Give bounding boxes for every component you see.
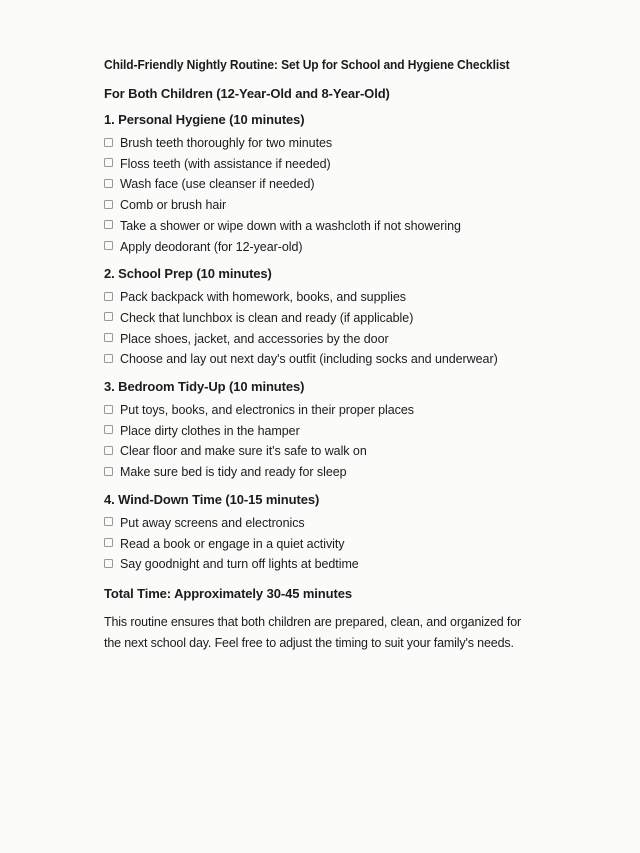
checklist-item-label: Put away screens and electronics [120,515,305,530]
checkbox-icon[interactable] [104,312,113,321]
checkbox-icon[interactable] [104,405,113,414]
checklist-item [104,216,536,237]
checklist-item [104,287,536,308]
checklist-item [104,349,536,370]
checkbox-icon[interactable] [104,425,113,434]
checkbox-icon[interactable] [104,517,113,526]
checklist-item-label: Wash face (use cleanser if needed) [120,177,315,192]
checklist-item-label: Choose and lay out next day's outfit (including socks and underwear) [120,352,498,367]
checklist-item-label: Place dirty clothes in the hamper [120,423,300,438]
checklist-item [104,133,536,154]
checklist-item [104,154,536,175]
checklist-item-label: Say goodnight and turn off lights at bedtime [120,557,359,572]
checkbox-icon[interactable] [104,179,113,188]
checklist-item-label: Apply deodorant (for 12-year-old) [120,239,303,254]
checklist-section [104,491,536,575]
checklist-item [104,195,536,216]
total-time-text: Total Time: Approximately 30-45 minutes [104,585,352,601]
checklist-item-label: Put toys, books, and electronics in their proper places [120,403,414,418]
checkbox-icon[interactable] [104,446,113,455]
checklist-item-label: Brush teeth thoroughly for two minutes [120,136,333,150]
checklist-item [104,174,536,195]
checklist-section [104,265,536,370]
checklist-item [104,329,536,350]
checkbox-icon[interactable] [104,354,113,363]
checklist-item [104,400,536,421]
section-heading: 2. School Prep (10 minutes) [104,266,272,282]
checkbox-icon[interactable] [104,158,113,167]
closing-paragraph: This routine ensures that both children are prepared, clean, and organized for the next school day. Feel free to adjust the timing to suit your family's needs. [104,614,522,650]
checkbox-icon[interactable] [104,220,113,229]
checkbox-icon[interactable] [104,292,113,301]
checkbox-icon[interactable] [104,467,113,476]
checklist-item [104,462,536,483]
document-subtitle: For Both Children (12-Year-Old and 8-Year-Old) [104,86,390,101]
checklist-item-label: Comb or brush hair [120,198,227,213]
checklist-item-label: Clear floor and make sure it's safe to walk on [120,444,367,459]
checklist-item-label: Take a shower or wipe down with a washcloth if not showering [120,218,461,233]
checkbox-icon[interactable] [104,200,113,209]
checkbox-icon[interactable] [104,241,113,250]
checklist-item-label: Make sure bed is tidy and ready for sleep [120,465,347,480]
checklist-item [104,421,536,442]
checklist-item-label: Check that lunchbox is clean and ready (if applicable) [120,310,414,325]
checklist-section [104,378,536,483]
checkbox-icon[interactable] [104,559,113,568]
checklist-item-label: Place shoes, jacket, and accessories by the door [120,331,389,346]
checklist-section [104,111,536,257]
checklist-item [104,308,536,329]
checklist-item [104,534,536,555]
checklist-item [104,441,536,462]
sections-container [104,111,536,575]
section-heading: 3. Bedroom Tidy-Up (10 minutes) [104,379,305,395]
checkbox-icon[interactable] [104,333,113,342]
checklist-item-label: Pack backpack with homework, books, and supplies [120,290,406,305]
checklist-item [104,513,536,534]
checklist-item-label: Read a book or engage in a quiet activity [120,536,345,551]
document-title: Child-Friendly Nightly Routine: Set Up for School and Hygiene Checklist [104,57,510,72]
section-heading: 4. Wind-Down Time (10-15 minutes) [104,491,320,507]
checklist-item [104,554,536,575]
section-heading: 1. Personal Hygiene (10 minutes) [104,112,305,127]
checkbox-icon[interactable] [104,138,113,147]
checklist-item [104,237,536,258]
checkbox-icon[interactable] [104,538,113,547]
checklist-item-label: Floss teeth (with assistance if needed) [120,156,331,171]
